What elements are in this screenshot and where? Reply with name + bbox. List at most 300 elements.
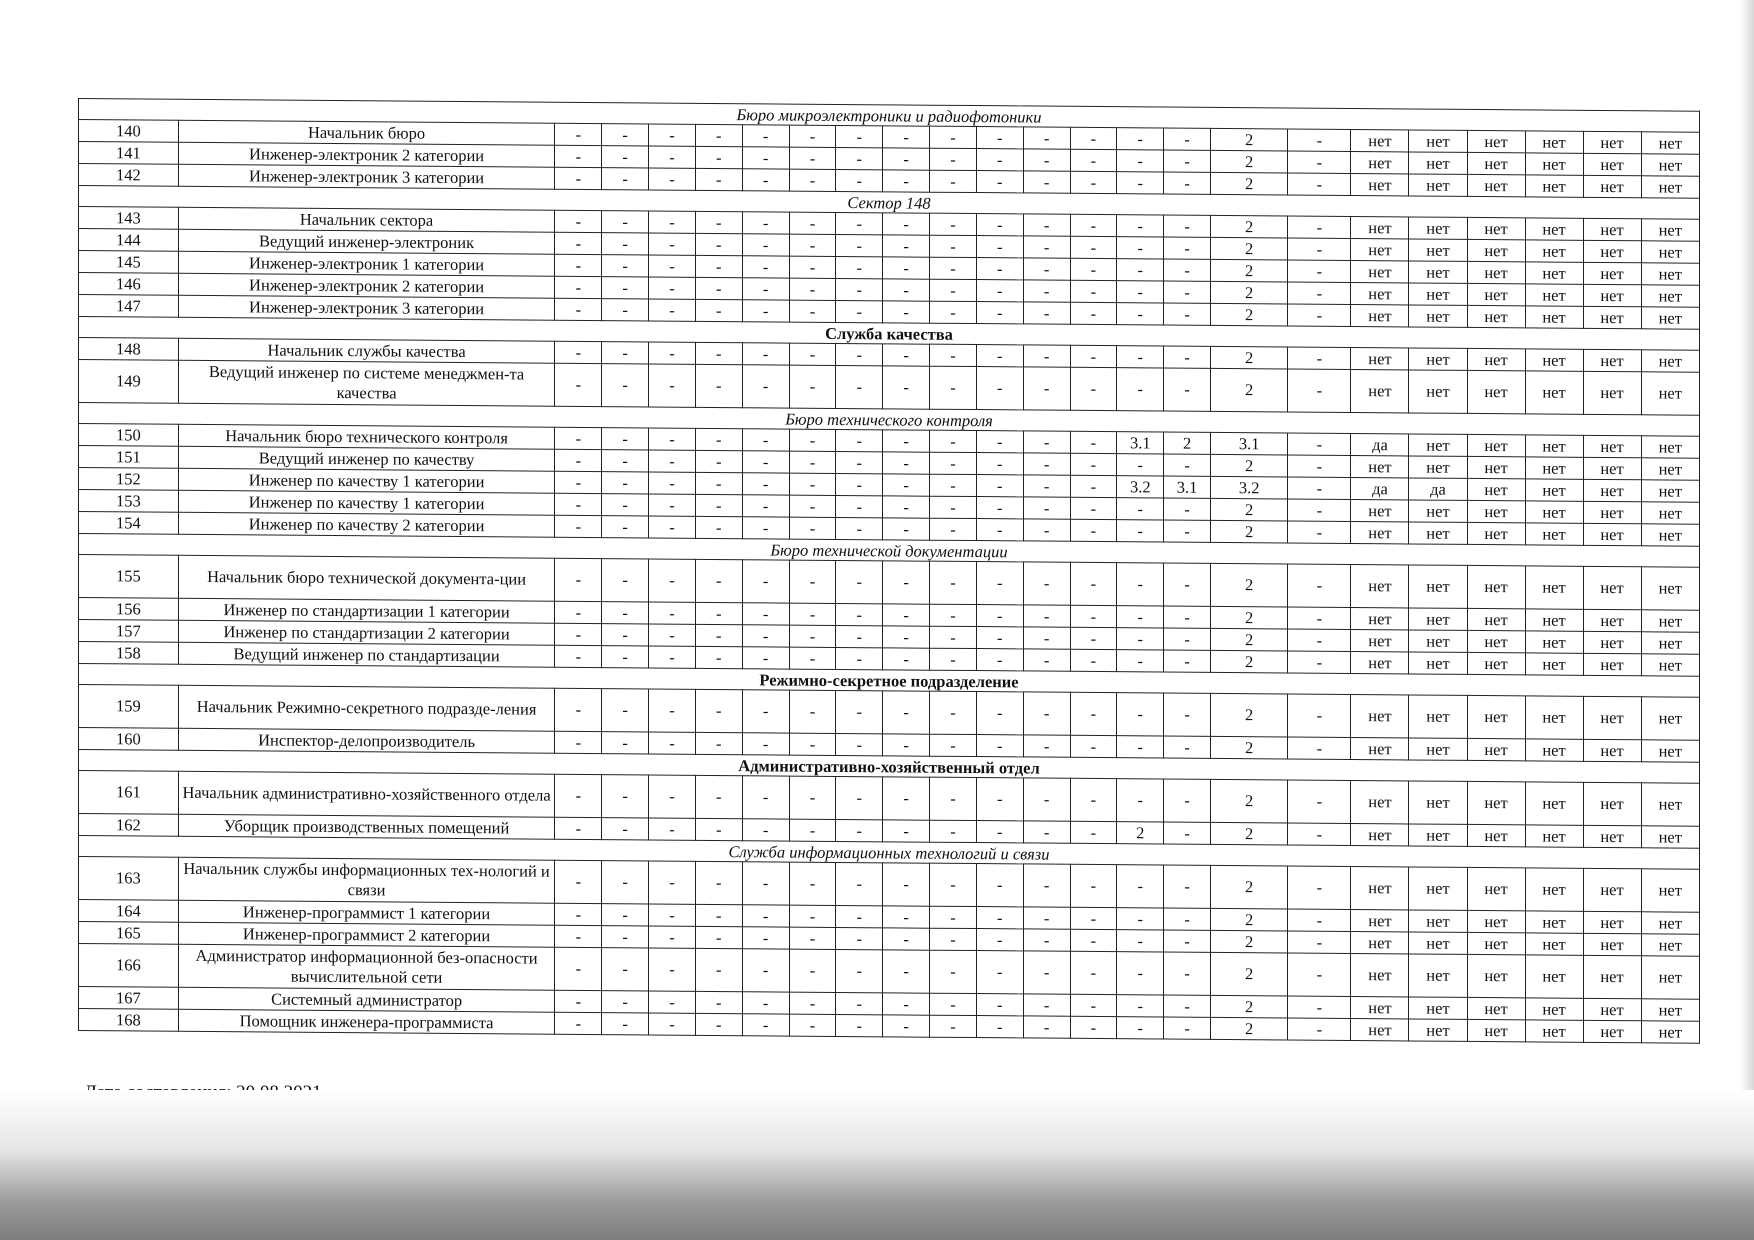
- guarantee-cell: нет: [1351, 996, 1409, 1018]
- factor-cell: -: [883, 213, 930, 235]
- factor-cell: -: [789, 278, 836, 300]
- factor-cell: 2: [1211, 822, 1288, 845]
- factor-cell: -: [602, 818, 649, 840]
- guarantee-cell: нет: [1525, 435, 1583, 457]
- factor-cell: -: [1023, 453, 1070, 475]
- factor-cell: -: [695, 299, 742, 321]
- factor-cell: 2: [1211, 172, 1288, 195]
- factor-cell: 2: [1211, 454, 1288, 477]
- factor-cell: -: [649, 211, 696, 233]
- factor-cell: -: [555, 449, 602, 471]
- guarantee-cell: нет: [1409, 1019, 1467, 1041]
- factor-cell: -: [789, 147, 836, 169]
- guarantee-cell: нет: [1525, 955, 1583, 998]
- factor-cell: -: [1117, 215, 1164, 237]
- factor-cell: -: [649, 516, 696, 538]
- factor-cell: 3.2: [1117, 476, 1164, 498]
- guarantee-cell: нет: [1467, 824, 1525, 846]
- guarantee-cell: нет: [1641, 934, 1699, 956]
- factor-cell: -: [789, 905, 836, 927]
- factor-cell: -: [555, 515, 602, 537]
- factor-cell: -: [555, 232, 602, 254]
- factor-cell: -: [602, 211, 649, 233]
- factor-cell: -: [930, 993, 977, 1015]
- factor-cell: -: [1117, 736, 1164, 758]
- factor-cell: -: [1164, 1017, 1211, 1039]
- factor-cell: 2: [1164, 432, 1211, 454]
- factor-cell: -: [649, 861, 696, 904]
- factor-cell: -: [789, 365, 836, 408]
- section-title: Режимно-секретное подразделение: [79, 664, 1700, 698]
- factor-cell: -: [789, 862, 836, 905]
- guarantee-cell: нет: [1641, 999, 1699, 1021]
- factor-cell: -: [1070, 214, 1117, 236]
- factor-cell: -: [649, 948, 696, 991]
- factor-cell: -: [1288, 909, 1351, 931]
- factor-cell: -: [1070, 649, 1117, 671]
- guarantee-cell: нет: [1525, 696, 1583, 739]
- factor-cell: -: [695, 904, 742, 926]
- guarantee-cell: нет: [1467, 305, 1525, 327]
- guarantee-cell: нет: [1525, 825, 1583, 847]
- guarantee-cell: нет: [1351, 216, 1409, 238]
- position-name: Начальник бюро технического контроля: [178, 424, 555, 449]
- factor-cell: -: [1023, 864, 1070, 907]
- guarantee-cell: нет: [1583, 479, 1641, 501]
- factor-cell: -: [742, 560, 789, 603]
- factor-cell: -: [836, 169, 883, 191]
- guarantee-cell: нет: [1351, 737, 1409, 759]
- factor-cell: -: [649, 646, 696, 668]
- position-name: Инженер-электроник 2 категории: [178, 142, 555, 167]
- factor-cell: -: [695, 168, 742, 190]
- factor-cell: -: [602, 516, 649, 538]
- factor-cell: -: [602, 602, 649, 624]
- factor-cell: -: [742, 776, 789, 819]
- guarantee-cell: нет: [1641, 154, 1699, 176]
- factor-cell: -: [1023, 1016, 1070, 1038]
- factor-cell: -: [976, 345, 1023, 367]
- guarantee-cell: нет: [1467, 217, 1525, 239]
- factor-cell: -: [1288, 260, 1351, 282]
- guarantee-cell: нет: [1641, 524, 1699, 546]
- factor-cell: -: [742, 147, 789, 169]
- factor-cell: -: [695, 211, 742, 233]
- guarantee-cell: нет: [1351, 369, 1409, 412]
- factor-cell: -: [555, 363, 602, 406]
- row-number: 153: [79, 490, 179, 513]
- position-name: Инженер по стандартизации 2 категории: [178, 620, 555, 645]
- factor-cell: -: [930, 691, 977, 734]
- factor-cell: -: [789, 451, 836, 473]
- factor-cell: -: [789, 647, 836, 669]
- guarantee-cell: нет: [1525, 523, 1583, 545]
- factor-cell: -: [695, 255, 742, 277]
- guarantee-cell: нет: [1409, 261, 1467, 283]
- factor-cell: -: [555, 817, 602, 839]
- factor-cell: -: [555, 688, 602, 731]
- guarantee-cell: нет: [1583, 262, 1641, 284]
- factor-cell: -: [1023, 367, 1070, 410]
- position-name: Ведущий инженер по стандартизации: [178, 642, 555, 667]
- factor-cell: -: [1070, 627, 1117, 649]
- factor-cell: -: [602, 277, 649, 299]
- factor-cell: -: [742, 212, 789, 234]
- factor-cell: -: [649, 299, 696, 321]
- factor-cell: -: [789, 1014, 836, 1036]
- factor-cell: -: [789, 473, 836, 495]
- guarantee-cell: нет: [1409, 824, 1467, 846]
- factor-cell: -: [1070, 258, 1117, 280]
- factor-cell: -: [1070, 171, 1117, 193]
- factor-cell: 2: [1211, 779, 1288, 823]
- factor-cell: -: [555, 990, 602, 1012]
- factor-cell: -: [1164, 930, 1211, 952]
- row-number: 165: [79, 922, 179, 945]
- factor-cell: -: [930, 626, 977, 648]
- guarantee-cell: нет: [1525, 479, 1583, 501]
- factor-cell: -: [836, 429, 883, 451]
- guarantee-cell: нет: [1467, 954, 1525, 997]
- position-name: Администратор информационной без-опасности вычислительной сети: [178, 944, 555, 990]
- factor-cell: -: [1070, 280, 1117, 302]
- factor-cell: -: [695, 472, 742, 494]
- factor-cell: -: [930, 906, 977, 928]
- factor-cell: -: [930, 518, 977, 540]
- factor-cell: -: [976, 367, 1023, 410]
- guarantee-cell: нет: [1641, 502, 1699, 524]
- row-number: 142: [79, 164, 179, 187]
- factor-cell: -: [555, 493, 602, 515]
- guarantee-cell: нет: [1409, 954, 1467, 997]
- factor-cell: -: [836, 560, 883, 603]
- guarantee-cell: нет: [1409, 695, 1467, 738]
- factor-cell: -: [602, 168, 649, 190]
- guarantee-cell: нет: [1583, 435, 1641, 457]
- factor-cell: -: [883, 648, 930, 670]
- factor-cell: -: [1164, 368, 1211, 411]
- factor-cell: -: [836, 1014, 883, 1036]
- factor-cell: 2: [1211, 259, 1288, 282]
- factor-cell: -: [602, 646, 649, 668]
- factor-cell: 2: [1211, 346, 1288, 369]
- guarantee-cell: нет: [1409, 522, 1467, 544]
- section-title: Служба качества: [79, 317, 1700, 351]
- factor-cell: -: [930, 734, 977, 756]
- factor-cell: -: [1117, 454, 1164, 476]
- guarantee-cell: нет: [1525, 868, 1583, 911]
- factor-cell: -: [602, 624, 649, 646]
- row-number: 163: [79, 857, 179, 901]
- factor-cell: -: [1164, 520, 1211, 542]
- factor-cell: -: [883, 301, 930, 323]
- position-name: Инженер по качеству 2 категории: [178, 512, 555, 537]
- factor-cell: -: [1164, 237, 1211, 259]
- factor-cell: -: [930, 496, 977, 518]
- guarantee-cell: нет: [1409, 652, 1467, 674]
- factor-cell: -: [836, 625, 883, 647]
- factor-cell: -: [976, 649, 1023, 671]
- guarantee-cell: нет: [1525, 131, 1583, 153]
- factor-cell: -: [695, 646, 742, 668]
- factor-cell: -: [742, 125, 789, 147]
- factor-cell: -: [976, 951, 1023, 994]
- factor-cell: -: [602, 991, 649, 1013]
- factor-cell: -: [1164, 281, 1211, 303]
- guarantee-cell: нет: [1641, 912, 1699, 934]
- guarantee-cell: нет: [1409, 608, 1467, 630]
- factor-cell: -: [649, 1013, 696, 1035]
- guarantee-cell: нет: [1409, 997, 1467, 1019]
- factor-cell: -: [695, 948, 742, 991]
- factor-cell: -: [976, 692, 1023, 735]
- factor-cell: -: [1070, 994, 1117, 1016]
- factor-cell: -: [695, 775, 742, 818]
- position-name: Начальник административно-хозяйственного отдела: [178, 771, 555, 817]
- guarantee-cell: нет: [1467, 522, 1525, 544]
- guarantee-cell: нет: [1409, 867, 1467, 910]
- guarantee-cell: нет: [1351, 129, 1409, 151]
- row-number: 146: [79, 273, 179, 296]
- factor-cell: -: [976, 907, 1023, 929]
- factor-cell: -: [742, 927, 789, 949]
- guarantee-cell: нет: [1525, 911, 1583, 933]
- factor-cell: -: [1023, 431, 1070, 453]
- guarantee-cell: нет: [1583, 131, 1641, 153]
- factor-cell: -: [1070, 497, 1117, 519]
- factor-cell: -: [1117, 995, 1164, 1017]
- section-title: Бюро микроэлектроники и радиофотоники: [79, 99, 1700, 133]
- factor-cell: -: [742, 473, 789, 495]
- guarantee-cell: нет: [1641, 480, 1699, 502]
- factor-cell: -: [555, 427, 602, 449]
- factor-cell: -: [555, 860, 602, 903]
- guarantee-cell: нет: [1409, 152, 1467, 174]
- guarantee-cell: нет: [1351, 651, 1409, 673]
- factor-cell: -: [555, 298, 602, 320]
- guarantee-cell: да: [1351, 433, 1409, 455]
- factor-cell: -: [695, 689, 742, 732]
- guarantee-cell: нет: [1583, 955, 1641, 998]
- factor-cell: -: [1164, 303, 1211, 325]
- factor-cell: -: [1288, 455, 1351, 477]
- factor-cell: -: [695, 624, 742, 646]
- factor-cell: -: [883, 777, 930, 820]
- factor-cell: -: [1288, 282, 1351, 304]
- factor-cell: -: [1288, 173, 1351, 195]
- factor-cell: -: [1023, 605, 1070, 627]
- factor-cell: -: [695, 342, 742, 364]
- guarantee-cell: нет: [1583, 653, 1641, 675]
- factor-cell: -: [649, 233, 696, 255]
- factor-cell: -: [1070, 1016, 1117, 1038]
- factor-cell: -: [695, 559, 742, 602]
- factor-cell: -: [602, 299, 649, 321]
- factor-cell: -: [695, 602, 742, 624]
- factor-cell: -: [649, 428, 696, 450]
- guarantee-cell: нет: [1351, 521, 1409, 543]
- factor-cell: -: [555, 925, 602, 947]
- factor-cell: -: [555, 558, 602, 601]
- factor-cell: -: [883, 148, 930, 170]
- guarantee-cell: нет: [1467, 932, 1525, 954]
- guarantee-cell: нет: [1351, 304, 1409, 326]
- factor-cell: -: [555, 1012, 602, 1034]
- factor-cell: -: [836, 992, 883, 1014]
- factor-cell: -: [883, 820, 930, 842]
- factor-cell: -: [976, 627, 1023, 649]
- factor-cell: -: [1023, 692, 1070, 735]
- factor-cell: 2: [1117, 822, 1164, 844]
- factor-cell: -: [555, 471, 602, 493]
- guarantee-cell: нет: [1583, 566, 1641, 609]
- row-number: 159: [79, 685, 179, 729]
- factor-cell: -: [695, 991, 742, 1013]
- factor-cell: -: [976, 453, 1023, 475]
- factor-cell: -: [1288, 996, 1351, 1018]
- factor-cell: -: [1117, 908, 1164, 930]
- factor-cell: 3.1: [1164, 476, 1211, 498]
- guarantee-cell: нет: [1351, 1018, 1409, 1040]
- guarantee-cell: нет: [1525, 1020, 1583, 1042]
- factor-cell: -: [555, 123, 602, 145]
- guarantee-cell: нет: [1641, 241, 1699, 263]
- factor-cell: -: [930, 863, 977, 906]
- factor-cell: -: [836, 776, 883, 819]
- factor-cell: -: [1117, 303, 1164, 325]
- factor-cell: -: [649, 277, 696, 299]
- guarantee-cell: нет: [1525, 262, 1583, 284]
- guarantee-cell: нет: [1525, 284, 1583, 306]
- guarantee-cell: нет: [1583, 175, 1641, 197]
- guarantee-cell: нет: [1351, 931, 1409, 953]
- factor-cell: -: [602, 861, 649, 904]
- factor-cell: -: [742, 517, 789, 539]
- factor-cell: -: [1023, 735, 1070, 757]
- factor-cell: -: [1164, 128, 1211, 150]
- factor-cell: -: [602, 732, 649, 754]
- guarantee-cell: нет: [1351, 866, 1409, 909]
- factor-cell: -: [695, 818, 742, 840]
- row-number: 160: [79, 728, 179, 751]
- factor-cell: -: [1288, 866, 1351, 909]
- row-number: 152: [79, 468, 179, 491]
- position-name: Помощник инженера-программиста: [178, 1009, 555, 1034]
- factor-cell: -: [1164, 736, 1211, 758]
- factor-cell: -: [789, 234, 836, 256]
- guarantee-cell: нет: [1641, 654, 1699, 676]
- row-number: 154: [79, 512, 179, 535]
- factor-cell: -: [649, 602, 696, 624]
- factor-cell: -: [649, 732, 696, 754]
- position-name: Начальник бюро технической документа-ции: [178, 555, 555, 601]
- factor-cell: -: [742, 169, 789, 191]
- row-number: 148: [79, 338, 179, 361]
- factor-cell: -: [1164, 150, 1211, 172]
- factor-cell: -: [649, 472, 696, 494]
- factor-cell: -: [836, 125, 883, 147]
- factor-cell: -: [789, 300, 836, 322]
- factor-cell: -: [883, 691, 930, 734]
- guarantee-cell: нет: [1351, 607, 1409, 629]
- factor-cell: -: [836, 949, 883, 992]
- factor-cell: -: [976, 236, 1023, 258]
- factor-cell: -: [789, 429, 836, 451]
- guarantee-cell: нет: [1409, 370, 1467, 413]
- factor-cell: -: [930, 950, 977, 993]
- factor-cell: -: [742, 451, 789, 473]
- row-number: 147: [79, 295, 179, 318]
- guarantee-cell: нет: [1583, 284, 1641, 306]
- position-name: Инженер-электроник 1 категории: [178, 251, 555, 276]
- factor-cell: -: [789, 256, 836, 278]
- factor-cell: -: [836, 862, 883, 905]
- factor-cell: -: [742, 905, 789, 927]
- guarantee-cell: нет: [1467, 997, 1525, 1019]
- guarantee-cell: да: [1351, 477, 1409, 499]
- factor-cell: -: [742, 603, 789, 625]
- factor-cell: -: [1164, 563, 1211, 606]
- guarantee-cell: нет: [1641, 263, 1699, 285]
- factor-cell: -: [1070, 562, 1117, 605]
- factor-cell: -: [602, 255, 649, 277]
- guarantee-cell: нет: [1525, 349, 1583, 371]
- guarantee-cell: нет: [1351, 260, 1409, 282]
- factor-cell: -: [1023, 149, 1070, 171]
- factor-cell: -: [883, 928, 930, 950]
- factor-cell: -: [1164, 779, 1211, 822]
- factor-cell: -: [1288, 931, 1351, 953]
- factor-cell: -: [695, 494, 742, 516]
- factor-cell: -: [976, 1016, 1023, 1038]
- factor-cell: -: [930, 213, 977, 235]
- guarantee-cell: нет: [1525, 153, 1583, 175]
- factor-cell: -: [976, 149, 1023, 171]
- factor-cell: -: [1023, 127, 1070, 149]
- guarantee-cell: нет: [1467, 608, 1525, 630]
- factor-cell: -: [742, 256, 789, 278]
- factor-cell: -: [883, 344, 930, 366]
- position-name: Ведущий инженер по качеству: [178, 446, 555, 471]
- factor-cell: -: [789, 733, 836, 755]
- guarantee-cell: нет: [1641, 307, 1699, 329]
- factor-cell: -: [930, 474, 977, 496]
- factor-cell: -: [695, 277, 742, 299]
- factor-cell: -: [883, 906, 930, 928]
- factor-cell: -: [1117, 346, 1164, 368]
- factor-cell: -: [1070, 864, 1117, 907]
- row-number: 151: [79, 446, 179, 469]
- factor-cell: -: [789, 819, 836, 841]
- factor-cell: -: [976, 994, 1023, 1016]
- factor-cell: -: [1164, 865, 1211, 908]
- factor-cell: -: [930, 279, 977, 301]
- position-name: Уборщик производственных помещений: [178, 814, 555, 839]
- factor-cell: -: [976, 605, 1023, 627]
- factor-cell: -: [930, 604, 977, 626]
- guarantee-cell: нет: [1525, 998, 1583, 1020]
- scan-bottom-shadow: [0, 1090, 1754, 1240]
- factor-cell: -: [1288, 129, 1351, 151]
- guarantee-cell: нет: [1583, 240, 1641, 262]
- guarantee-cell: нет: [1525, 653, 1583, 675]
- section-title: Сектор 148: [79, 186, 1700, 220]
- factor-cell: -: [1288, 564, 1351, 607]
- guarantee-cell: нет: [1583, 911, 1641, 933]
- guarantee-cell: нет: [1409, 283, 1467, 305]
- factor-cell: -: [1288, 780, 1351, 823]
- guarantee-cell: нет: [1641, 610, 1699, 632]
